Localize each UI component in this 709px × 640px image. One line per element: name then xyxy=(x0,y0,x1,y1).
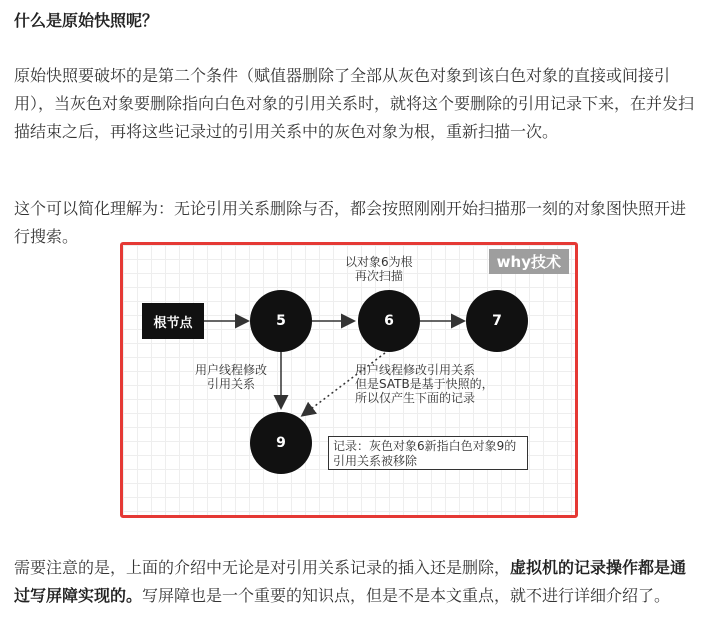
note-satb-line3: 所以仅产生下面的记录 xyxy=(355,391,476,405)
note-user-modify-line2: 引用关系 xyxy=(207,377,256,391)
section-heading: 什么是原始快照呢？ xyxy=(14,11,159,30)
paragraph-snapshot-definition: 原始快照要破坏的是第二个条件（赋值器删除了全部从灰色对象到该白色对象的直接或间接引用），当灰色对象要删除指向白色对象的引用关系时，就将这个要删除的引用记录下来，在并发扫描结束之后，再将这些记录过的引用关系中的灰色对象为根，重新扫描一次。 xyxy=(14,66,695,141)
node-7-label: 7 xyxy=(492,313,502,329)
watermark-logo: why技术 xyxy=(489,249,569,274)
diagram-arrows xyxy=(123,245,575,515)
root-node-box: 根节点 xyxy=(142,303,204,339)
node-9-label: 9 xyxy=(276,435,286,451)
node-5-label: 5 xyxy=(276,313,286,329)
note-rescan xyxy=(345,255,413,283)
paragraph-write-barrier-part2: 写屏障也是一个重要的知识点，但是不是本文重点，就不进行详细介绍了。 xyxy=(142,586,671,605)
paragraph-write-barrier-part1: 需要注意的是，上面的介绍中无论是对引用关系记录的插入还是删除， xyxy=(14,558,511,577)
note-user-modify-line1: 用户线程修改 xyxy=(195,363,268,377)
paragraph-simplified-explanation: 这个可以简化理解为：无论引用关系删除与否，都会按照刚刚开始扫描那一刻的对象图快照开进行搜索。 xyxy=(14,199,687,246)
note-user-modify xyxy=(195,363,267,391)
node-6-label: 6 xyxy=(384,313,394,329)
snapshot-diagram xyxy=(120,242,578,518)
note-satb xyxy=(355,363,494,405)
note-satb-line1: 用户线程修改引用关系 xyxy=(355,363,476,377)
paragraph-write-barrier-bold: 虚拟机的记录操作都是通过写屏障实现的。 xyxy=(14,558,687,605)
note-rescan-line1: 以对象6为根 xyxy=(345,255,413,269)
paragraph-write-barrier xyxy=(14,554,694,610)
note-rescan-line2: 再次扫描 xyxy=(354,269,403,283)
note-satb-line2: 但是SATB是基于快照的， xyxy=(355,377,494,391)
record-note-box: 记录：灰色对象6新指白色对象9的引用关系被移除 xyxy=(328,436,528,470)
